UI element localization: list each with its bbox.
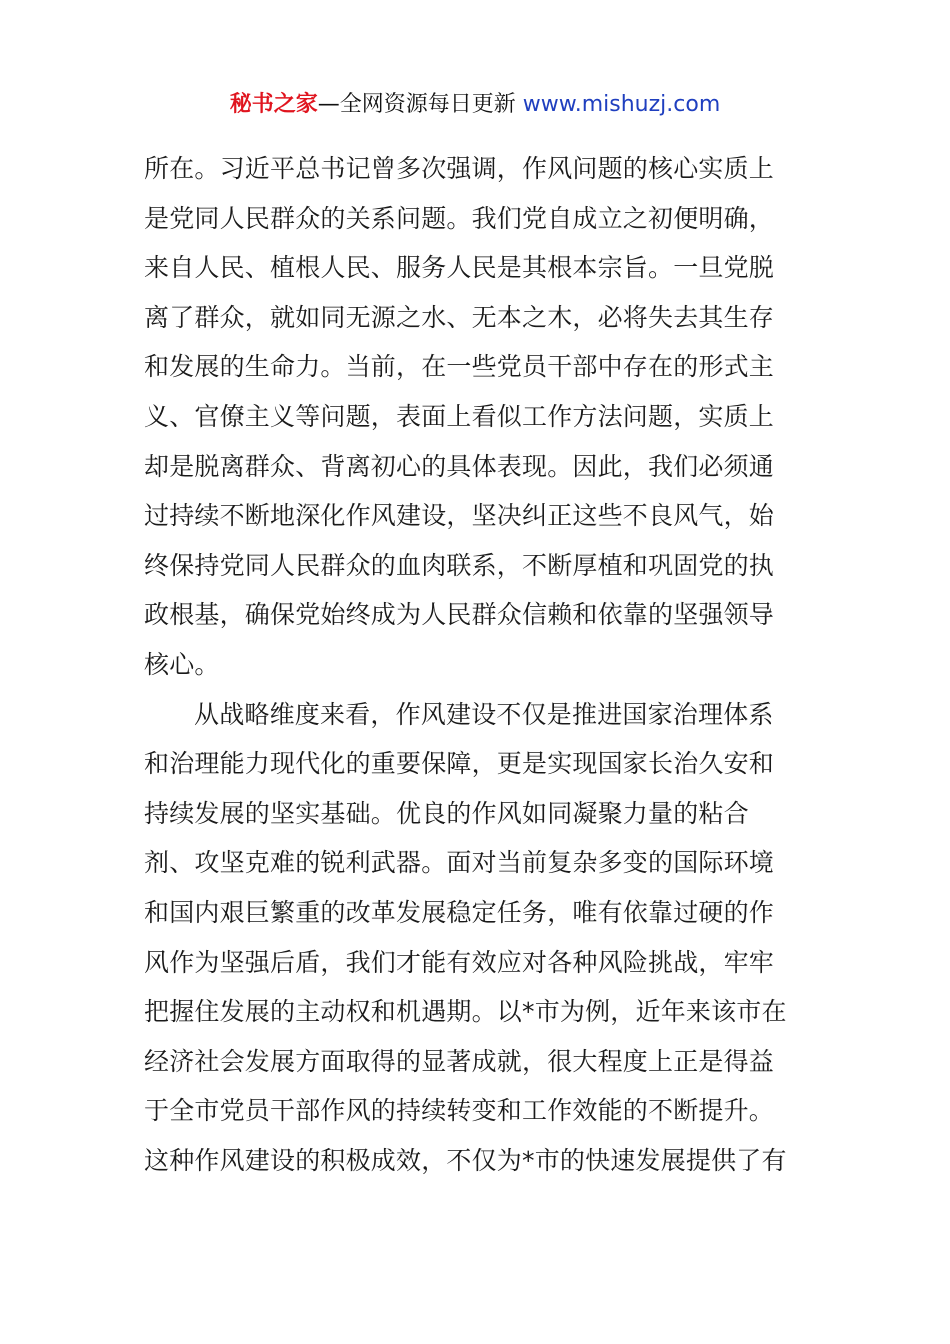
text-line: 这种作风建设的积极成效，不仅为*市的快速发展提供了有 [144, 1145, 787, 1175]
text-line: 却是脱离群众、背离初心的具体表现。因此，我们必须通 [144, 451, 775, 481]
text-line: 来自人民、植根人民、服务人民是其根本宗旨。一旦党脱 [144, 253, 775, 283]
text-line: 是党同人民群众的关系问题。我们党自成立之初便明确， [144, 203, 775, 233]
text-line: 过持续不断地深化作风建设，坚决纠正这些不良风气，始 [144, 501, 775, 531]
paragraph-1 [144, 144, 808, 690]
text-line: 剂、攻坚克难的锐利武器。面对当前复杂多变的国际环境 [144, 848, 775, 878]
text-line: 核心。 [144, 649, 220, 679]
header-brand: 秘书之家 [229, 92, 318, 117]
text-line: 从战略维度来看，作风建设不仅是推进国家治理体系 [194, 699, 774, 729]
header-site-url[interactable]: www.mishuzj.com [522, 92, 721, 117]
header-tagline: —全网资源每日更新 [317, 92, 523, 117]
paragraph-2 [144, 690, 808, 1186]
text-line: 经济社会发展方面取得的显著成就，很大程度上正是得益 [144, 1046, 775, 1076]
text-line: 和发展的生命力。当前，在一些党员干部中存在的形式主 [144, 352, 775, 382]
text-line: 于全市党员干部作风的持续转变和工作效能的不断提升。 [144, 1096, 775, 1126]
text-line: 政根基，确保党始终成为人民群众信赖和依靠的坚强领导 [144, 600, 775, 630]
document-body [144, 144, 808, 1185]
text-line: 和治理能力现代化的重要保障，更是实现国家长治久安和 [144, 749, 775, 779]
text-line: 和国内艰巨繁重的改革发展稳定任务，唯有依靠过硬的作 [144, 897, 775, 927]
page-header [0, 88, 950, 122]
text-line: 持续发展的坚实基础。优良的作风如同凝聚力量的粘合 [144, 798, 749, 828]
text-line: 所在。习近平总书记曾多次强调，作风问题的核心实质上 [144, 154, 775, 183]
text-line: 把握住发展的主动权和机遇期。以*市为例，近年来该市在 [144, 997, 787, 1027]
text-line: 终保持党同人民群众的血肉联系，不断厚植和巩固党的执 [144, 550, 775, 580]
text-line: 离了群众，就如同无源之水、无本之木，必将失去其生存 [144, 302, 775, 332]
text-line: 义、官僚主义等问题，表面上看似工作方法问题，实质上 [144, 401, 775, 431]
text-line: 风作为坚强后盾，我们才能有效应对各种风险挑战，牢牢 [144, 947, 775, 977]
